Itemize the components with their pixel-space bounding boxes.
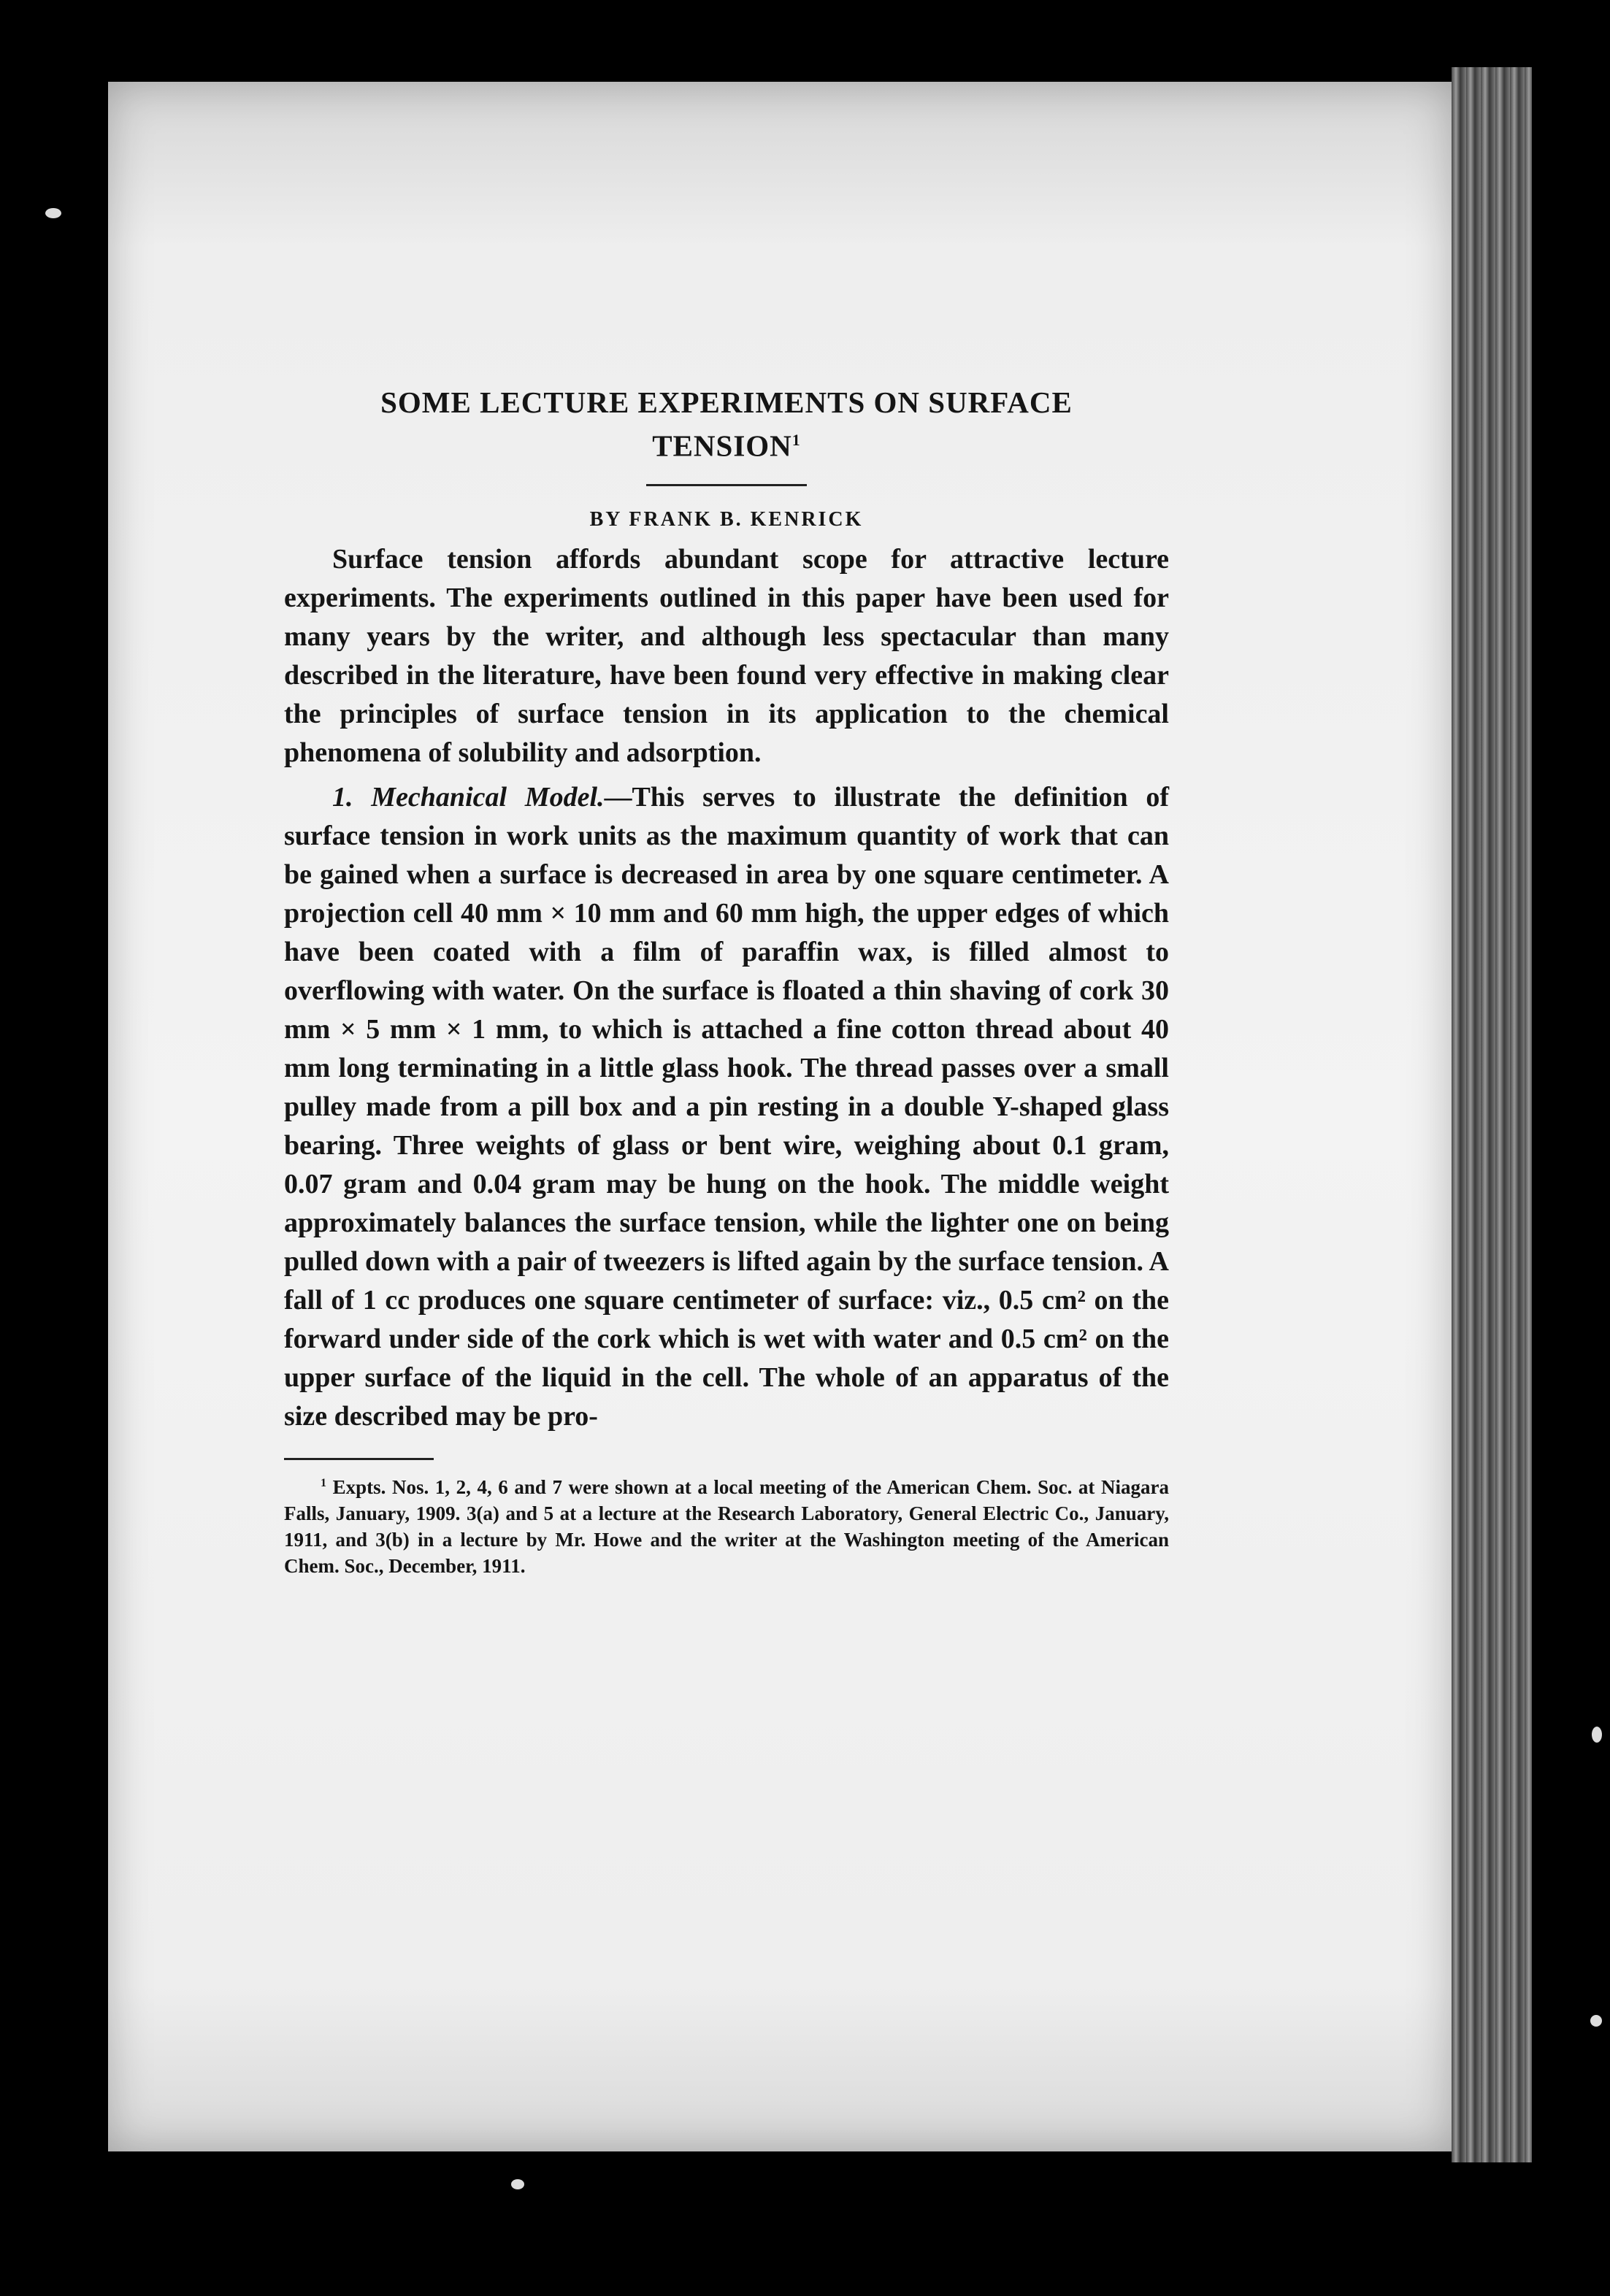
scan-speck: [1592, 1727, 1602, 1743]
section-1-paragraph: [284, 778, 1169, 1436]
article: [284, 383, 1169, 1579]
section-1-number: 1.: [332, 781, 353, 813]
section-1-text: —This serves to illustrate the definition of surface tension in work units as the maximum quantity of work that can be gained when a surface is decreased in area by one square centimeter. A projection cell 40 mm × 10 mm and 60 mm high, the upper edges of which have been coated with a film of paraffin wax, is filled almost to overflowing with water. On the surface is floated a thin shaving of cork 30 mm × 5 mm × 1 mm, to which is attached a fine cotton thread about 40 mm long terminating in a little glass hook. The thread passes over a small pulley made from a pill box and a pin resting in a double Y-shaped glass bearing. Three weights of glass or bent wire, weighing about 0.1 gram, 0.07 gram and 0.04 gram may be hung on the hook. The middle weight approximately balances the surface tension, while the lighter one on being pulled down with a pair of tweezers is lifted again by the surface tension. A fall of 1 cc produces one square centimeter of surface: viz., 0.5 cm² on the forward under side of the cork which is wet with water and 0.5 cm² on the upper surface of the liquid in the cell. The whole of an apparatus of the size described may be pro-: [284, 781, 1170, 1432]
footnote-text: Expts. Nos. 1, 2, 4, 6 and 7 were shown at a local meeting of the American Chem. Soc. at Niagara Falls, January, 1909. 3(a) and 5 at a lecture at the Research Laboratory, General Electric Co., January, 1911, and 3(b) in a lecture by Mr. Howe and the writer at the Washington meeting of the American Chem. Soc., December, 1911.: [284, 1475, 1169, 1577]
scan-speck: [45, 208, 61, 218]
title-footnote-marker: 1: [791, 431, 801, 449]
title-line-2: TENSION: [652, 429, 792, 463]
book-page-edges: [1452, 67, 1532, 2162]
section-1-heading: Mechanical Model.: [371, 781, 605, 813]
scan-speck: [511, 2179, 524, 2189]
title-line-1: SOME LECTURE EXPERIMENTS ON SURFACE: [380, 385, 1073, 419]
footnote-marker: 1: [321, 1476, 326, 1489]
intro-paragraph: Surface tension affords abundant scope for attractive lecture experiments. The experiments outlined in this paper have been used for many years by the writer, and although less spectacular than many described in the literature, have been found very effective in making clear the principles of surface tension in its application to the chemical phenomena of solubility and adsorption.: [284, 543, 1169, 768]
footnote-rule: [284, 1458, 434, 1460]
footnote: [284, 1470, 1169, 1579]
byline: BY FRANK B. KENRICK: [589, 507, 864, 531]
title-rule: [646, 484, 807, 486]
article-title: [284, 383, 1169, 465]
scan-speck: [1590, 2015, 1602, 2027]
